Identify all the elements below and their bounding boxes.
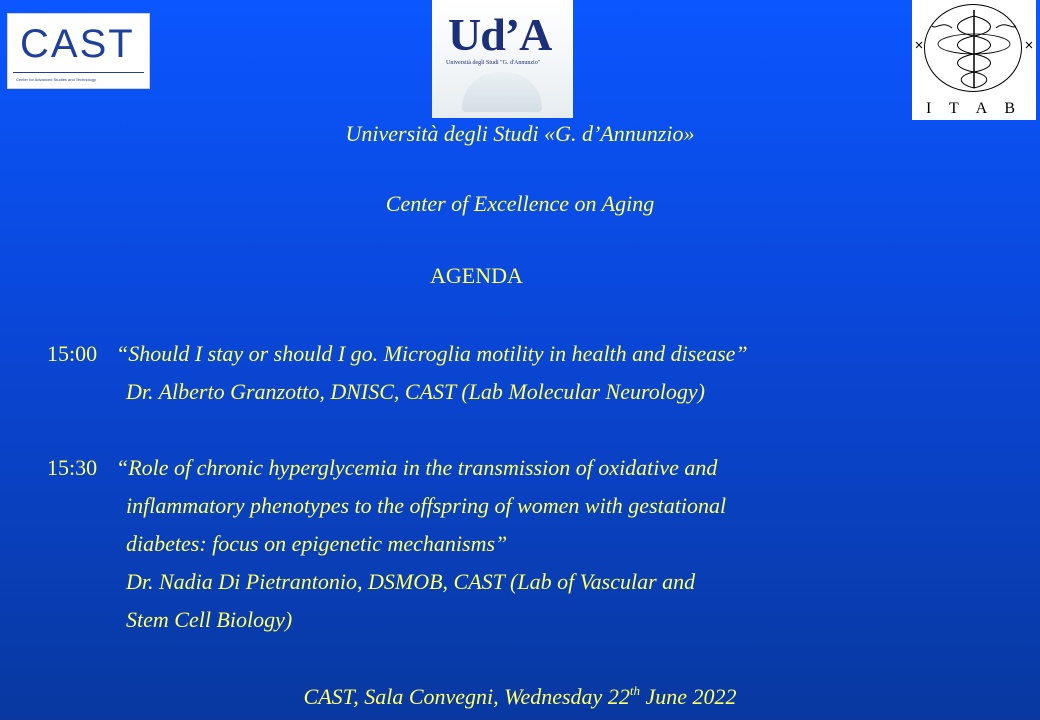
uda-logo-text: Ud’A xyxy=(448,9,552,60)
uda-logo xyxy=(432,0,573,118)
footer-day-suffix: th xyxy=(629,683,640,698)
agenda-heading: AGENDA xyxy=(430,263,523,288)
talk-1-title: “Should I stay or should I go. Microglia motility in health and disease” xyxy=(116,341,748,366)
cast-logo xyxy=(7,13,150,89)
uda-logo-pedestal xyxy=(462,72,542,112)
talk-1-speaker: Dr. Alberto Granzotto, DNISC, CAST (Lab Molecular Neurology) xyxy=(126,379,705,404)
itab-logo xyxy=(912,0,1036,120)
itab-logo-text: I T A B xyxy=(926,100,1022,117)
event-location-date xyxy=(0,684,1040,710)
uda-logo-subtitle: Università degli Studi "G. d'Annunzio" xyxy=(446,60,541,66)
caduceus-icon xyxy=(912,0,1036,100)
footer-location-prefix: CAST, Sala Convegni, Wednesday 22 xyxy=(303,684,630,709)
talk-1-time: 15:00 xyxy=(47,341,98,366)
footer-location-suffix: June 2022 xyxy=(639,684,737,709)
cast-logo-subtitle: Center for Advanced Studies and Technology xyxy=(16,77,96,82)
talk-2-time: 15:30 xyxy=(47,455,98,480)
center-name: Center of Excellence on Aging xyxy=(385,191,655,216)
university-name: Università degli Studi «G. d’Annunzio» xyxy=(345,121,695,146)
talk-2-speaker-line-2: Stem Cell Biology) xyxy=(126,607,293,632)
talk-2-title-line-1: “Role of chronic hyperglycemia in the transmission of oxidative and xyxy=(116,455,718,480)
talk-2-title-line-3: diabetes: focus on epigenetic mechanisms” xyxy=(126,531,508,556)
cast-logo-text: CAST xyxy=(20,22,135,66)
talk-2-title-line-2: inflammatory phenotypes to the offspring of women with gestational xyxy=(126,493,727,518)
talk-2-speaker-line-1: Dr. Nadia Di Pietrantonio, DSMOB, CAST (Lab of Vascular and xyxy=(126,569,696,594)
